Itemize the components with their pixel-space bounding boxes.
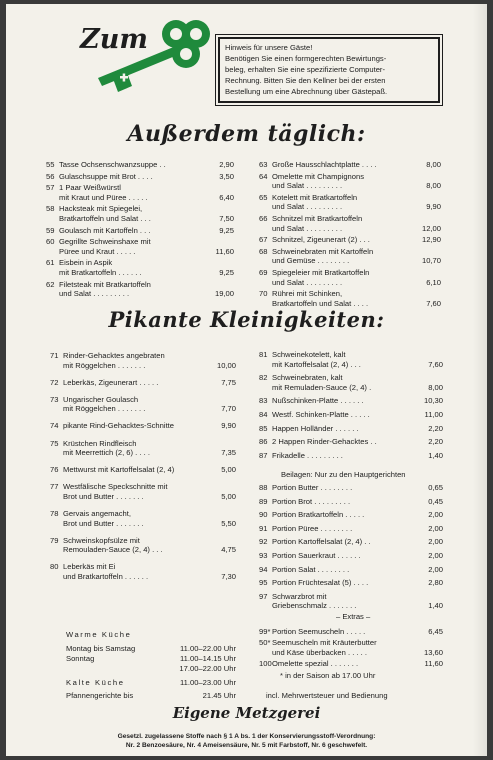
item-text: Schwarzbrot mit — [272, 591, 327, 601]
item-text: und Käse überbacken . . . . . — [272, 647, 367, 657]
item-text: Hacksteak mit Spiegelei, — [59, 204, 143, 214]
item-number: 87 — [259, 450, 268, 460]
notice-line: beleg, erhalten Sie eine spezifizierte Computer- — [225, 65, 385, 74]
menu-item — [259, 437, 443, 447]
item-text: Portion Bratkartoffeln . . . . . — [272, 510, 365, 520]
item-text: Nußschinken-Platte . . . . . . — [272, 396, 364, 406]
item-text: Schnitzel, Zigeunerart (2) . . . — [272, 235, 370, 245]
item-number: 57 — [46, 183, 55, 193]
item-text: Schnitzel mit Bratkartoffeln — [272, 213, 363, 223]
kitchen-hours — [66, 630, 236, 701]
key-logo-icon — [92, 14, 214, 94]
item-number: 91 — [259, 523, 268, 533]
menu-item — [46, 226, 234, 236]
item-text: Ungarischer Goulasch — [63, 394, 139, 404]
item-price: 5,50 — [221, 518, 236, 528]
menu-item — [46, 183, 234, 202]
item-number: 81 — [259, 350, 268, 359]
footer-title: Eigene Metzgerei — [172, 704, 321, 722]
item-price: 8,00 — [426, 181, 441, 191]
item-number: 89 — [259, 496, 268, 506]
menu-item — [259, 627, 443, 637]
daily-left-column — [46, 160, 234, 301]
item-text: mit Kraut und Püree . . . . . — [59, 192, 148, 202]
hours-day: Sonntag — [66, 654, 95, 663]
notice-line: Benötigen Sie einen formgerechten Bewirtungs- — [225, 54, 387, 63]
item-price: 2,20 — [428, 423, 443, 433]
item-price: 9,25 — [219, 267, 234, 277]
item-text: Brot und Butter . . . . . . . — [63, 518, 144, 528]
daily-right-column — [259, 160, 441, 310]
extras-column — [259, 627, 443, 670]
menu-item — [259, 193, 441, 212]
item-text: Omelette spezial . . . . . . . — [272, 658, 359, 668]
item-number: 93 — [259, 550, 268, 560]
item-number: 58 — [46, 204, 55, 214]
item-price: 2,00 — [428, 550, 443, 560]
item-text: Westf. Schinken-Platte . . . . . — [272, 409, 370, 419]
item-number: 59 — [46, 225, 55, 235]
hours-time: 21.45 Uhr — [202, 691, 236, 700]
item-text: und Bratkartoffeln . . . . . . — [63, 572, 149, 581]
item-price: 8,00 — [428, 382, 443, 392]
menu-item — [259, 214, 441, 233]
legal-line: Gesetzl. zugelassene Stoffe nach § 1 A bs. 1 der Konservierungsstoff-Verordnung: — [117, 733, 376, 740]
menu-item — [46, 258, 234, 277]
item-text: Portion Sauerkraut . . . . . . — [272, 550, 361, 560]
vat-note: incl. Mehrwertsteuer und Bedienung — [266, 691, 388, 700]
item-text: und Salat . . . . . . . . . — [59, 289, 130, 299]
item-price: 2,00 — [428, 523, 443, 533]
item-number: 76 — [50, 465, 59, 475]
item-number: 85 — [259, 423, 268, 433]
item-number: 61 — [46, 258, 55, 268]
item-number: 60 — [46, 237, 55, 247]
pan-dishes-label: Pfannengerichte bis — [66, 691, 134, 700]
item-number: 83 — [259, 396, 268, 406]
item-text: Portion Kartoffelsalat (2, 4) . . — [272, 537, 371, 547]
item-text: Rinder-Gehacktes angebraten — [63, 351, 165, 360]
item-text: Filetsteak mit Bratkartoffeln — [59, 279, 151, 289]
item-text: Bratkartoffeln und Salat . . . — [59, 213, 151, 223]
item-number: 66 — [259, 213, 268, 223]
item-price: 6,10 — [426, 277, 441, 287]
menu-page — [6, 4, 487, 756]
extras-title: – Extras – — [336, 612, 371, 621]
item-text: Spiegeleier mit Bratkartoffeln — [272, 267, 370, 277]
legal-line: Nr. 2 Benzoesäure, Nr. 4 Ameisensäure, Nr. 5 mit Farbstoff, Nr. 6 geschwefelt. — [125, 742, 368, 749]
item-text: Schweinekotelett, kalt — [272, 350, 346, 359]
season-note: * in der Saison ab 17.00 Uhr — [280, 671, 376, 680]
hours-time: 11.00–23.00 Uhr — [179, 678, 236, 687]
menu-item — [50, 536, 236, 555]
item-number: 70 — [259, 289, 268, 299]
item-number: 79 — [50, 535, 59, 545]
warm-kitchen-title: Warme Küche — [66, 630, 132, 639]
item-price: 9,25 — [219, 225, 234, 235]
item-price: 10,00 — [216, 360, 236, 370]
item-text: mit Röggelchen . . . . . . . — [63, 360, 146, 370]
item-text: Rührei mit Schinken, — [272, 289, 343, 299]
item-number: 63 — [259, 160, 268, 169]
item-text: Brot und Butter . . . . . . . — [63, 491, 144, 501]
item-price: 11,00 — [424, 409, 443, 419]
item-text: pikante Rind-Gehacktes-Schnitte — [63, 421, 175, 431]
item-text: und Salat . . . . . . . . . — [272, 202, 343, 212]
menu-item — [259, 592, 443, 611]
menu-item — [46, 204, 234, 223]
item-text: Omelette mit Champignons — [272, 171, 365, 181]
menu-item — [50, 351, 236, 370]
item-text: Griebenschmalz . . . . . . . — [272, 601, 357, 611]
item-text: Püree und Kraut . . . . . — [59, 246, 136, 256]
menu-item — [259, 235, 441, 245]
item-price: 2,80 — [428, 578, 443, 588]
menu-item — [259, 638, 443, 657]
item-number: 82 — [259, 373, 268, 383]
hours-time: 11.00–22.00 Uhr — [179, 644, 236, 653]
menu-item — [50, 378, 236, 388]
item-text: Gulaschsuppe mit Brot . . . . — [59, 171, 153, 181]
item-price: 9,90 — [426, 202, 441, 212]
item-number: 80 — [50, 562, 59, 572]
guest-notice — [218, 37, 440, 103]
menu-item — [46, 280, 234, 299]
item-text: Portion Seemuscheln . . . . . — [272, 627, 366, 636]
item-text: Remouladen-Sauce (2, 4) . . . — [63, 545, 163, 555]
item-number: 94 — [259, 564, 268, 574]
notice-line: Bestellung um eine Abrechnung über Gästepaß. — [225, 87, 388, 96]
item-price: 0,45 — [428, 496, 443, 506]
item-number: 56 — [46, 171, 55, 181]
item-price: 3,50 — [219, 171, 234, 181]
section-title-snacks: Pikante Kleinigkeiten: — [108, 307, 385, 332]
item-text: Portion Püree . . . . . . . . — [272, 523, 353, 533]
item-number: 75 — [50, 438, 59, 448]
hours-time: 17.00–22.00 Uhr — [179, 664, 236, 673]
item-price: 7,60 — [428, 359, 443, 369]
item-number: 97 — [259, 591, 268, 601]
item-text: und Gemüse . . . . . . . . — [272, 256, 350, 266]
item-number: 95 — [259, 578, 268, 588]
menu-item — [50, 439, 236, 458]
item-text: Tasse Ochsenschwanzsuppe . . — [59, 160, 166, 169]
item-number: 92 — [259, 537, 268, 547]
hours-time: 11.00–14.15 Uhr — [179, 654, 236, 663]
item-price: 2,90 — [219, 160, 234, 169]
item-price: 7,70 — [221, 404, 236, 414]
item-text: und Salat . . . . . . . . . — [272, 223, 343, 233]
item-number: 86 — [259, 437, 268, 447]
menu-item — [259, 565, 443, 575]
item-price: 5,00 — [221, 491, 236, 501]
menu-item — [259, 537, 443, 547]
brand-word: Zum — [80, 24, 148, 55]
item-text: Seemuscheln mit Kräuterbutter — [272, 638, 377, 648]
menu-item — [259, 497, 443, 507]
item-text: und Salat . . . . . . . . . — [272, 277, 343, 287]
menu-item — [50, 482, 236, 501]
item-price: 13,60 — [423, 647, 443, 657]
menu-item — [259, 424, 443, 434]
item-text: mit Remuladen-Sauce (2, 4) . — [272, 382, 372, 392]
item-text: mit Bratkartoffeln . . . . . . — [59, 267, 142, 277]
item-number: 84 — [259, 409, 268, 419]
item-price: 7,35 — [221, 448, 236, 458]
menu-item — [50, 421, 236, 431]
item-number: 62 — [46, 279, 55, 289]
item-price: 1,40 — [428, 601, 443, 611]
menu-item — [259, 551, 443, 561]
item-text: Kotelett mit Bratkartoffeln — [272, 192, 358, 202]
menu-item — [259, 160, 441, 170]
item-text: 2 Happen Rinder-Gehacktes . . — [272, 437, 377, 447]
item-text: mit Röggelchen . . . . . . . — [63, 404, 146, 414]
item-price: 1,40 — [428, 450, 443, 460]
item-number: 64 — [259, 171, 268, 181]
item-text: mit Meerrettich (2, 6) . . . . — [63, 448, 150, 458]
item-text: Krüstchen Rindfleisch — [63, 438, 137, 448]
item-number: 69 — [259, 267, 268, 277]
item-price: 2,00 — [428, 510, 443, 520]
menu-item — [50, 395, 236, 414]
item-text: Eisbein in Aspik — [59, 258, 113, 268]
menu-item — [50, 465, 236, 475]
item-price: 9,90 — [221, 421, 236, 431]
menu-item — [46, 160, 234, 170]
item-number: 67 — [259, 235, 268, 245]
item-price: 11,60 — [424, 658, 443, 668]
menu-item — [50, 509, 236, 528]
item-price: 5,00 — [221, 465, 236, 475]
snacks-right-column — [259, 350, 443, 464]
item-number: 68 — [259, 246, 268, 256]
item-price: 6,40 — [219, 192, 234, 202]
menu-item — [259, 247, 441, 266]
snacks-left-column — [50, 351, 236, 589]
item-number: 78 — [50, 509, 59, 519]
item-price: 7,30 — [221, 572, 236, 581]
item-price: 8,00 — [426, 160, 441, 169]
item-price: 10,30 — [423, 396, 443, 406]
item-text: Portion Butter . . . . . . . . — [272, 483, 353, 492]
menu-item — [259, 524, 443, 534]
item-text: Gegrillte Schweinshaxe mit — [59, 237, 151, 247]
item-number: 99* — [259, 627, 271, 636]
item-price: 0,65 — [428, 483, 443, 492]
menu-item — [259, 410, 443, 420]
menu-item — [259, 268, 441, 287]
menu-item — [259, 451, 443, 461]
item-price: 10,70 — [421, 256, 441, 266]
menu-item — [259, 396, 443, 406]
item-text: Gervais angemacht, — [63, 509, 131, 519]
item-price: 7,60 — [426, 298, 441, 308]
menu-item — [46, 237, 234, 256]
item-price: 4,75 — [221, 545, 236, 555]
item-number: 73 — [50, 394, 59, 404]
item-text: Portion Salat . . . . . . . . — [272, 564, 350, 574]
item-number: 65 — [259, 192, 268, 202]
item-text: mit Kartoffelsalat (2, 4) . . . — [272, 359, 361, 369]
item-text: Schweinebraten mit Kartoffeln — [272, 246, 374, 256]
item-text: Frikadelle . . . . . . . . . — [272, 450, 343, 460]
menu-item — [259, 289, 441, 308]
item-number: 71 — [50, 351, 59, 360]
hours-day: Montag bis Samstag — [66, 644, 136, 653]
item-number: 55 — [46, 160, 55, 169]
menu-item — [259, 350, 443, 369]
item-price: 12,90 — [421, 235, 441, 245]
notice-line: Rechnung. Bitten Sie den Kellner bei der ersten — [225, 76, 386, 85]
item-number: 72 — [50, 377, 59, 387]
menu-item — [50, 562, 236, 581]
item-price: 7,75 — [221, 377, 236, 387]
item-text: Portion Brot . . . . . . . . . — [272, 496, 351, 506]
item-number: 50* — [259, 638, 271, 648]
item-text: 1 Paar Weißwürstl — [59, 183, 121, 193]
item-price: 6,45 — [428, 627, 443, 636]
item-price: 19,00 — [214, 289, 234, 299]
item-text: Bratkartoffeln und Salat . . . . — [272, 298, 369, 308]
item-price: 2,00 — [428, 537, 443, 547]
item-number: 88 — [259, 483, 268, 492]
sides-title: Beilagen: Nur zu den Hauptgerichten — [281, 470, 406, 479]
section-title-daily: Außerdem täglich: — [127, 121, 366, 147]
item-price: 2,20 — [428, 437, 443, 447]
item-number: 90 — [259, 510, 268, 520]
menu-item — [259, 578, 443, 588]
item-text: Leberkäs mit Ei — [63, 562, 116, 572]
item-price: 2,00 — [428, 564, 443, 574]
item-text: Große Hausschlachtplatte . . . . — [272, 160, 377, 169]
menu-item — [259, 483, 443, 493]
item-text: Happen Holländer . . . . . . — [272, 423, 359, 433]
item-text: Leberkäs, Zigeunerart . . . . . — [63, 377, 159, 387]
item-text: und Salat . . . . . . . . . — [272, 181, 343, 191]
menu-item — [259, 172, 441, 191]
item-text: Mettwurst mit Kartoffelsalat (2, 4) — [63, 465, 175, 475]
item-price: 7,50 — [219, 213, 234, 223]
notice-title: Hinweis für unsere Gäste! — [225, 43, 313, 52]
item-number: 74 — [50, 421, 59, 431]
item-text: Westfälische Speckschnitte mit — [63, 482, 168, 492]
item-text: Schweinskopfsülze mit — [63, 535, 140, 545]
item-text: Schweinebraten, kalt — [272, 373, 343, 383]
menu-item — [259, 659, 443, 669]
item-number: 100 — [259, 658, 272, 668]
item-text: Portion Früchtesalat (5) . . . . — [272, 578, 369, 588]
item-price: 12,00 — [421, 223, 441, 233]
menu-item — [46, 172, 234, 182]
sides-column — [259, 483, 443, 615]
item-price: 11,60 — [215, 246, 234, 256]
menu-item — [259, 510, 443, 520]
cold-kitchen-title: Kalte Küche — [66, 678, 125, 687]
item-text: Goulasch mit Kartoffeln . . . — [59, 225, 151, 235]
legal-note — [6, 732, 487, 750]
menu-item — [259, 373, 443, 392]
item-number: 77 — [50, 482, 59, 492]
